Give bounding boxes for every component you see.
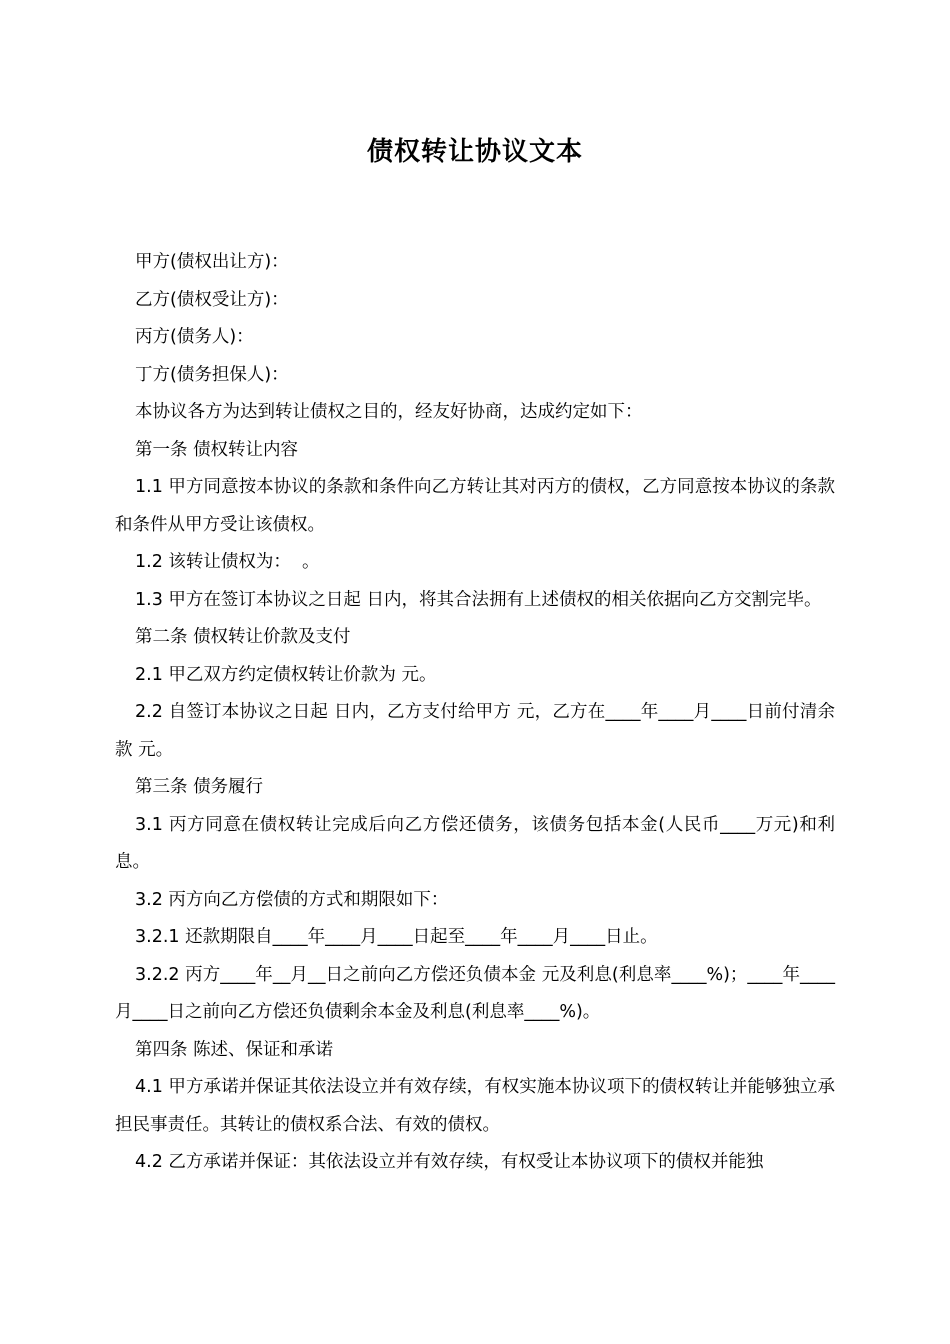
- party-a-line: 甲方(债权出让方)：: [135, 252, 289, 272]
- clause-3-2-1: 3.2.1 还款期限自____年____月____日起至____年____月____日止。: [135, 927, 658, 947]
- party-b-line: 乙方(债权受让方)：: [135, 289, 289, 310]
- party-d-line: 丁方(债务担保人)：: [135, 364, 289, 385]
- article-3-heading: 第三条 债务履行: [135, 777, 264, 797]
- clause-1-3: 1.3 甲方在签订本协议之日起 日内，将其合法拥有上述债权的相关依据向乙方交割完毕。: [135, 589, 822, 610]
- document-body: [115, 244, 835, 1182]
- article-2-heading: 第二条 债权转让价款及支付: [135, 627, 351, 647]
- clause-1-1: 1.1 甲方同意按本协议的条款和条件向乙方转让其对丙方的债权，乙方同意按本协议的条款和条件从甲方受让该债权。: [115, 477, 836, 535]
- party-c-line: 丙方(债务人)：: [135, 327, 254, 347]
- clause-3-2-2: 3.2.2 丙方____年__月__日之前向乙方偿还负债本金 元及利息(利息率____%)；____年____月____日之前向乙方偿还负债剩余本金及利息(利息率____%)。: [115, 964, 835, 1022]
- clause-2-1: 2.1 甲乙双方约定债权转让价款为 元。: [135, 664, 437, 685]
- article-1-heading: 第一条 债权转让内容: [135, 439, 299, 460]
- article-4-heading: 第四条 陈述、保证和承诺: [135, 1039, 334, 1060]
- clause-4-2: 4.2 乙方承诺并保证：其依法设立并有效存续，有权受让本协议项下的债权并能独: [135, 1152, 764, 1172]
- clause-1-2: 1.2 该转让债权为： 。: [135, 552, 320, 572]
- preamble: 本协议各方为达到转让债权之目的，经友好协商，达成约定如下：: [135, 402, 643, 422]
- document-title: 债权转让协议文本: [366, 137, 583, 167]
- clause-4-1: 4.1 甲方承诺并保证其依法设立并有效存续，有权实施本协议项下的债权转让并能够独立承担民事责任。其转让的债权系合法、有效的债权。: [115, 1077, 836, 1135]
- clause-3-2: 3.2 丙方向乙方偿债的方式和期限如下：: [135, 889, 449, 910]
- clause-2-2: 2.2 自签订本协议之日起 日内，乙方支付给甲方 元，乙方在____年____月____日前付清余款 元。: [115, 702, 835, 760]
- clause-3-1: 3.1 丙方同意在债权转让完成后向乙方偿还债务，该债务包括本金(人民币____万元)和利息。: [115, 814, 835, 872]
